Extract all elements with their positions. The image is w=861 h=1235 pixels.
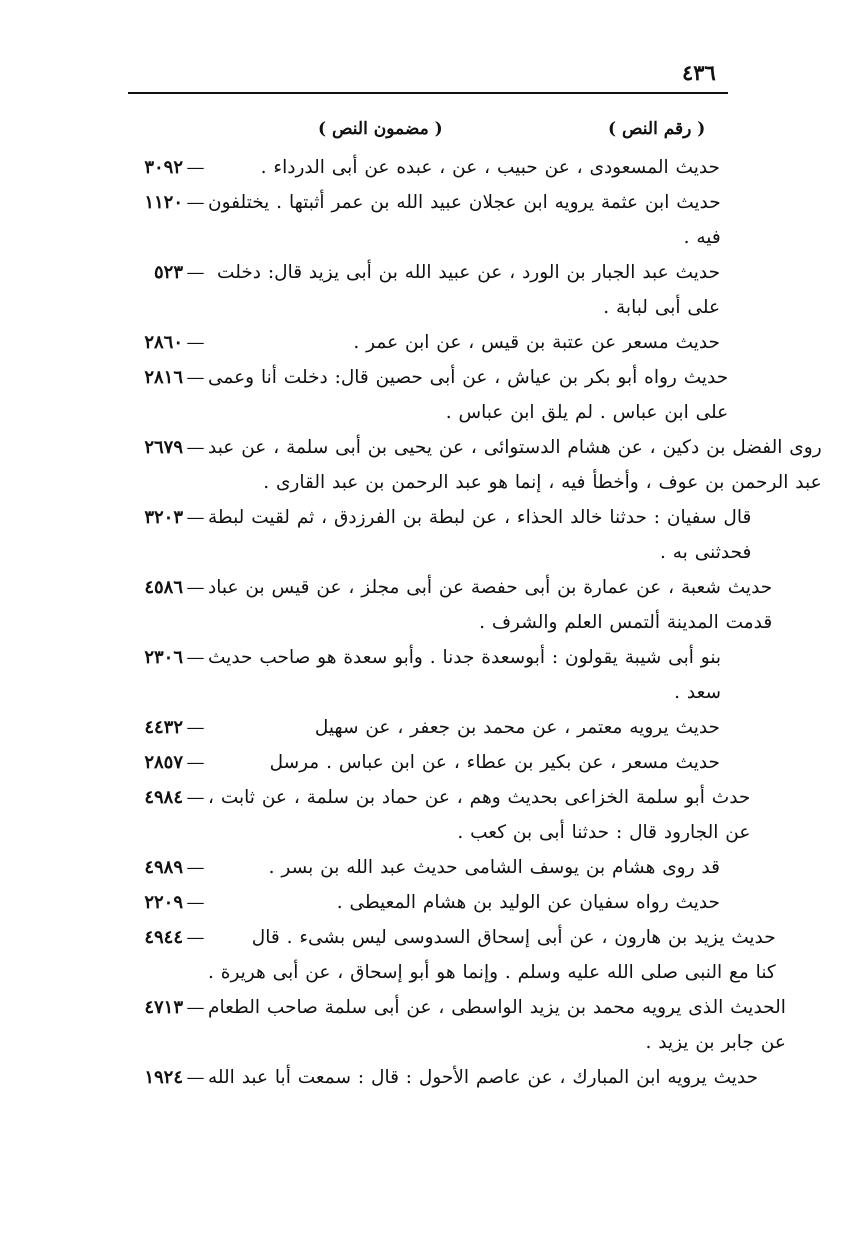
list-item xyxy=(125,360,729,430)
entry-number: ٢٢٠٩ xyxy=(144,892,183,913)
entry-dash: — xyxy=(186,332,205,353)
entry-text-line: عبد الرحمن بن عوف ، وأخطأ فيه ، إنما هو عبد الرحمن بن عبد القارى . xyxy=(263,472,822,493)
entry-dash: — xyxy=(186,997,205,1018)
entry-text xyxy=(208,185,721,255)
entry-number: ٢٨٥٧ xyxy=(144,752,183,773)
entry-text xyxy=(208,325,720,360)
entry-text-line: حديث مسعر عن عتبة بن قيس ، عن ابن عمر . xyxy=(353,332,720,353)
entry-text-line: سعد . xyxy=(674,682,722,703)
entry-dash: — xyxy=(186,752,205,773)
entry-text xyxy=(208,255,720,325)
entry-text xyxy=(208,885,720,920)
list-item xyxy=(125,255,720,325)
entry-text xyxy=(208,1060,758,1095)
entry-text-line: قال سفيان : حدثنا خالد الحذاء ، عن لبطة بن الفرزدق ، ثم لقيت لبطة xyxy=(208,507,752,528)
entry-text-line: على ابن عباس . لم يلق ابن عباس . xyxy=(445,402,729,423)
entry-text-line: فيه . xyxy=(683,227,721,248)
entry-dash: — xyxy=(186,367,205,388)
entry-text xyxy=(208,150,720,185)
entry-number: ٤٧١٣ xyxy=(144,997,183,1018)
entry-text-line: فحدثنى به . xyxy=(660,542,752,563)
entry-text-line: كنا مع النبى صلى الله عليه وسلم . وإنما هو أبو إسحاق ، عن أبى هريرة . xyxy=(208,962,776,983)
entry-dash: — xyxy=(186,192,205,213)
entry-text-line: حديث مسعر ، عن بكير بن عطاء ، عن ابن عباس . مرسل xyxy=(269,752,720,773)
entry-number: ٢٣٠٦ xyxy=(144,647,183,668)
entry-text xyxy=(208,710,720,745)
entry-text-line: بنو أبى شيبة يقولون : أبوسعدة جدنا . وأبو سعدة هو صاحب حديث xyxy=(208,647,722,668)
entry-dash: — xyxy=(186,647,205,668)
entry-text-line: حديث يزيد بن هارون ، عن أبى إسحاق السدوسى ليس بشىء . قال xyxy=(251,927,776,948)
entry-dash: — xyxy=(186,787,205,808)
list-item xyxy=(125,150,720,185)
entry-dash: — xyxy=(186,892,205,913)
entry-dash: — xyxy=(186,1067,205,1088)
entry-number: ٤٩٨٩ xyxy=(144,857,183,878)
entry-number: ٤٥٨٦ xyxy=(144,577,183,598)
entry-number: ٣٢٠٣ xyxy=(144,507,183,528)
entry-text xyxy=(208,745,720,780)
entry-text-line: عن الجارود قال : حدثنا أبى بن كعب . xyxy=(457,822,751,843)
entry-number: ٤٩٨٤ xyxy=(144,787,183,808)
entry-dash: — xyxy=(186,577,205,598)
entry-text-line: حديث يرويه معتمر ، عن محمد بن جعفر ، عن سهيل xyxy=(314,717,720,738)
entry-text-line: حديث المسعودى ، عن حبيب ، عن ، عبده عن أبى الدرداء . xyxy=(260,157,720,178)
entry-text xyxy=(208,990,786,1060)
entry-text xyxy=(208,570,772,640)
entry-text-line: الحديث الذى يرويه محمد بن يزيد الواسطى ، عن أبى سلمة صاحب الطعام xyxy=(208,997,786,1018)
list-item xyxy=(125,920,776,990)
entry-dash: — xyxy=(186,507,205,528)
entry-dash: — xyxy=(186,262,205,283)
list-item xyxy=(125,780,751,850)
entry-text xyxy=(208,850,720,885)
entry-dash: — xyxy=(186,437,205,458)
list-item xyxy=(125,640,720,710)
list-item xyxy=(125,500,752,570)
entry-number: ٤٩٤٤ xyxy=(144,927,183,948)
entry-text xyxy=(208,430,822,500)
entry-text-line: حديث ابن عثمة يرويه ابن عجلان عبيد الله بن عمر أثبتها . يختلفون xyxy=(208,192,721,213)
list-item xyxy=(125,185,720,255)
list-item xyxy=(125,885,720,920)
entry-text xyxy=(208,360,728,430)
number-column-header: ( رقم النص ) xyxy=(608,119,706,139)
list-item xyxy=(125,710,720,745)
list-item xyxy=(125,1060,759,1095)
entry-dash: — xyxy=(186,857,205,878)
entry-number: ١٩٢٤ xyxy=(144,1067,183,1088)
entry-text xyxy=(208,640,721,710)
list-item xyxy=(125,850,720,885)
entry-text-line: روى الفضل بن دكين ، عن هشام الدستوائى ، عن يحيى بن أبى سلمة ، عن عبد xyxy=(208,437,822,458)
content-column-header: ( مضمون النص ) xyxy=(318,119,443,139)
entry-text-line: حديث يرويه ابن المبارك ، عن عاصم الأحول : قال : سمعت أبا عبد الله xyxy=(208,1067,759,1088)
entry-dash: — xyxy=(186,157,205,178)
entry-dash: — xyxy=(186,717,205,738)
list-item xyxy=(125,325,720,360)
entry-text-line: حديث شعبة ، عن عمارة بن أبى حفصة عن أبى مجلز ، عن قيس بن عباد xyxy=(208,577,773,598)
entry-dash: — xyxy=(186,927,205,948)
entry-text-line: قد روى هشام بن يوسف الشامى حديث عبد الله بن بسر . xyxy=(268,857,720,878)
entry-text-line: حديث عبد الجبار بن الورد ، عن عبيد الله بن أبى يزيد قال: دخلت xyxy=(217,262,720,283)
entry-text-line: حديث رواه أبو بكر بن عياش ، عن أبى حصين قال: دخلت أنا وعمى xyxy=(208,367,729,388)
entry-text-line: عن جابر بن يزيد . xyxy=(645,1032,786,1053)
entries-list xyxy=(125,150,822,1095)
entry-number: ٤٤٣٢ xyxy=(144,717,183,738)
entry-number: ٢٦٧٩ xyxy=(144,437,183,458)
list-item xyxy=(125,570,773,640)
entry-text xyxy=(208,920,776,990)
entry-text xyxy=(208,500,751,570)
list-item xyxy=(125,745,720,780)
entry-text-line: حديث رواه سفيان عن الوليد بن هشام المعيطى . xyxy=(336,892,720,913)
header-rule xyxy=(128,92,728,94)
entry-number: ٥٢٣ xyxy=(153,262,183,283)
entry-text-line: على أبى لبابة . xyxy=(603,297,720,318)
entry-text-line: قدمت المدينة ألتمس العلم والشرف . xyxy=(479,612,773,633)
entry-number: ٢٨٦٠ xyxy=(144,332,183,353)
list-item xyxy=(125,430,822,500)
entry-number: ٣٠٩٢ xyxy=(144,157,183,178)
page-number: ٤٣٦ xyxy=(682,60,716,85)
entry-number: ١١٢٠ xyxy=(144,192,183,213)
entry-number: ٢٨١٦ xyxy=(144,367,183,388)
entry-text-line: حدث أبو سلمة الخزاعى بحديث وهم ، عن حماد بن سلمة ، عن ثابت ، xyxy=(208,787,751,808)
list-item xyxy=(125,990,786,1060)
entry-text xyxy=(208,780,750,850)
